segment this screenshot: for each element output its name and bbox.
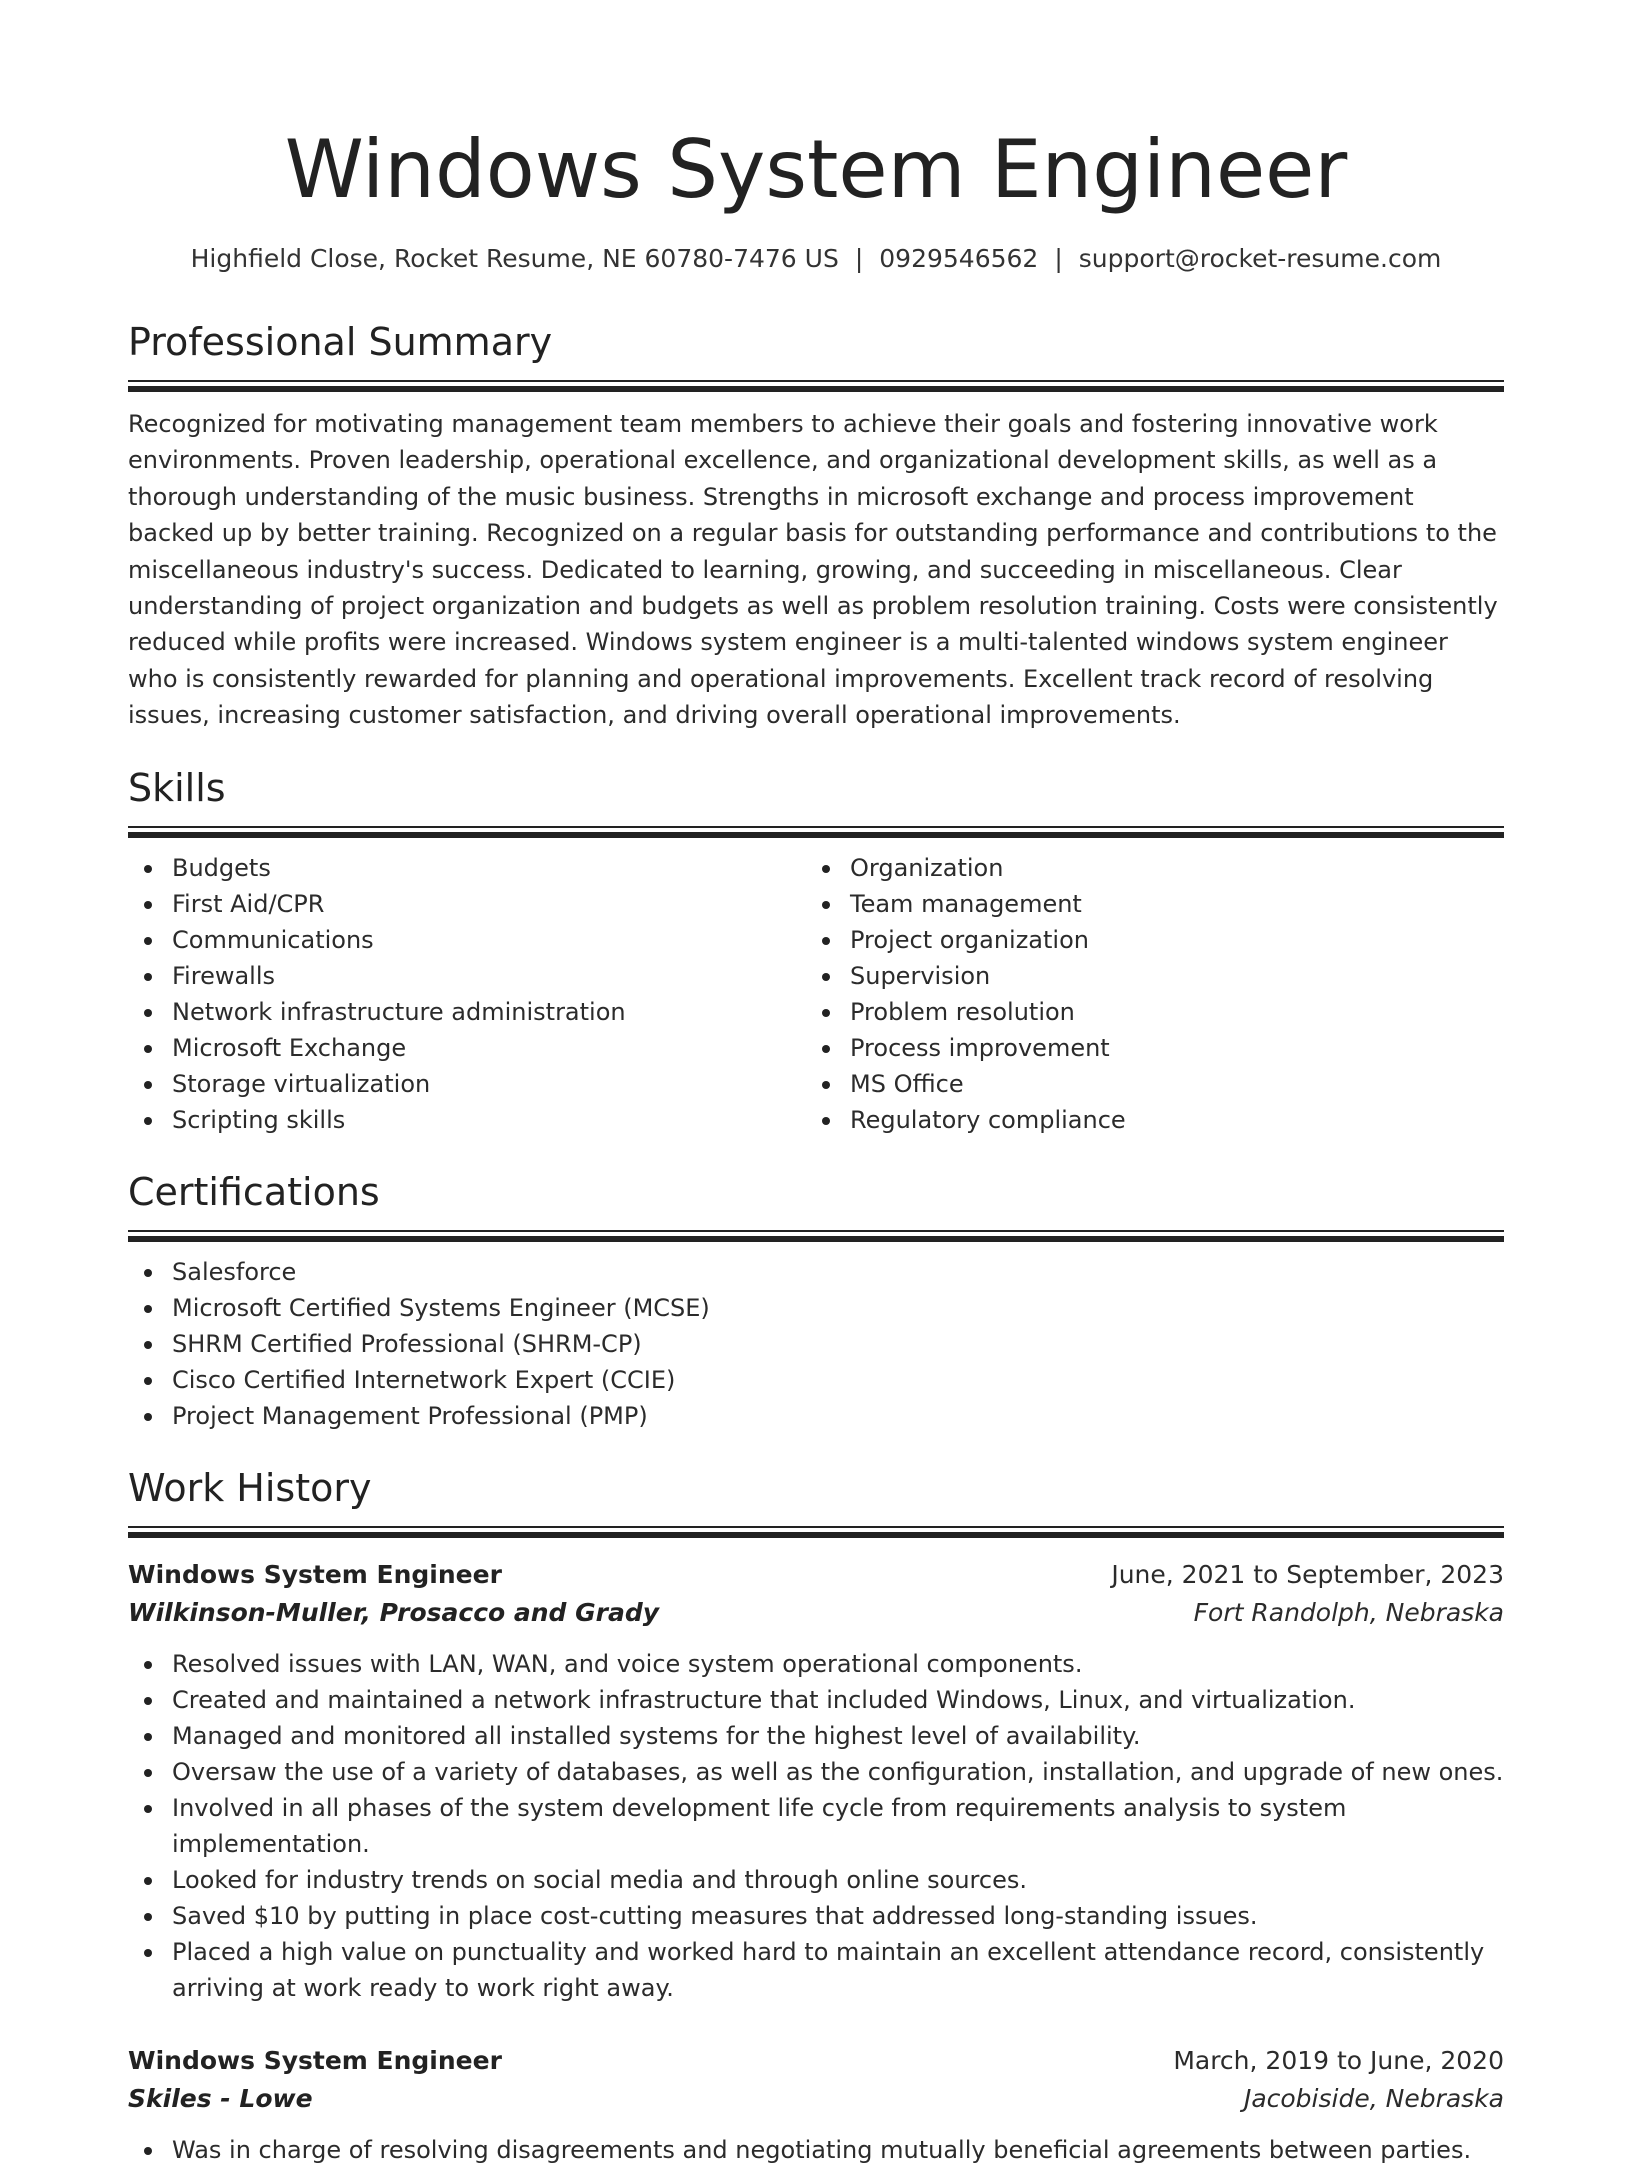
job-header-row	[128, 2042, 1504, 2080]
job-duty: Resolved issues with LAN, WAN, and voice system operational components.	[128, 1646, 1504, 1682]
job-company: Skiles - Lowe	[128, 2083, 313, 2113]
skill-item: Problem resolution	[806, 994, 1484, 1030]
skill-item: MS Office	[806, 1066, 1484, 1102]
section-divider	[128, 380, 1504, 392]
skills-grid	[128, 850, 1504, 1138]
resume-page	[128, 0, 1504, 2168]
job-location: Fort Randolph, Nebraska	[1193, 1597, 1504, 1627]
skill-item: Communications	[128, 922, 806, 958]
certification-item: Salesforce	[128, 1254, 1504, 1290]
skill-item: Firewalls	[128, 958, 806, 994]
job-entry	[128, 2042, 1504, 2168]
job-entry	[128, 1556, 1504, 2006]
skills-list-left	[128, 850, 806, 1138]
section-title-skills: Skills	[128, 765, 226, 810]
skill-item: Process improvement	[806, 1030, 1484, 1066]
skill-item: Storage virtualization	[128, 1066, 806, 1102]
skills-section	[128, 764, 1504, 1138]
contact-address: Highfield Close, Rocket Resume, NE 60780-7476 US	[190, 244, 839, 273]
job-duty: Managed and monitored all installed systems for the highest level of availability.	[128, 1718, 1504, 1754]
section-divider	[128, 1526, 1504, 1538]
job-duties-list	[128, 1646, 1504, 2006]
certifications-section	[128, 1168, 1504, 1434]
job-company: Wilkinson-Muller, Prosacco and Grady	[128, 1597, 660, 1627]
job-title: Windows System Engineer	[128, 1559, 502, 1589]
job-title: Windows System Engineer	[128, 2045, 502, 2075]
skill-item: Organization	[806, 850, 1484, 886]
job-duties-list	[128, 2132, 1504, 2168]
job-duty: Placed a high value on punctuality and worked hard to maintain an excellent attendance record, consistently arriving at work ready to work right away.	[128, 1934, 1504, 2006]
certification-item: SHRM Certified Professional (SHRM-CP)	[128, 1326, 1504, 1362]
skill-item: Budgets	[128, 850, 806, 886]
certification-item: Cisco Certified Internetwork Expert (CCIE)	[128, 1362, 1504, 1398]
job-duty: Involved in all phases of the system development life cycle from requirements analysis to system implementation.	[128, 1790, 1504, 1862]
work-history-section	[128, 1464, 1504, 2168]
contact-line	[128, 242, 1504, 276]
section-divider	[128, 1230, 1504, 1242]
job-duty: Looked for industry trends on social media and through online sources.	[128, 1862, 1504, 1898]
section-title-certifications: Certifications	[128, 1169, 380, 1214]
skill-item: Scripting skills	[128, 1102, 806, 1138]
skill-item: First Aid/CPR	[128, 886, 806, 922]
job-dates: March, 2019 to June, 2020	[1173, 2045, 1504, 2075]
section-title-summary: Professional Summary	[128, 320, 553, 364]
job-duty: Saved $10 by putting in place cost-cutting measures that addressed long-standing issues.	[128, 1898, 1504, 1934]
skill-item: Supervision	[806, 958, 1484, 994]
certification-item: Microsoft Certified Systems Engineer (MCSE)	[128, 1290, 1504, 1326]
summary-text: Recognized for motivating management team members to achieve their goals and fostering innovative work environments. Proven leadership, operational excellence, and organizational development skills, as well as a thorough understanding of the music business. Strengths in microsoft exchange and process improvement backed up by better training. Recognized on a regular basis for outstanding performance and contributions to the miscellaneous industry's success. Dedicated to learning, growing, and succeeding in miscellaneous. Clear understanding of project organization and budgets as well as problem resolution training. Costs were consistently reduced while profits were increased. Windows system engineer is a multi-talented windows system engineer who is consistently rewarded for planning and operational improvements. Excellent track record of resolving issues, increasing customer satisfaction, and driving overall operational improvements.	[128, 410, 1498, 730]
contact-phone: 0929546562	[879, 244, 1039, 273]
section-divider	[128, 826, 1504, 838]
skill-item: Network infrastructure administration	[128, 994, 806, 1030]
contact-separator: |	[1054, 244, 1063, 273]
skill-item: Regulatory compliance	[806, 1102, 1484, 1138]
job-company-row	[128, 1594, 1504, 1632]
skill-item: Project organization	[806, 922, 1484, 958]
summary-section	[128, 318, 1504, 734]
contact-email: support@rocket-resume.com	[1078, 244, 1442, 273]
job-header-row	[128, 1556, 1504, 1594]
contact-separator: |	[854, 244, 864, 273]
job-location: Jacobiside, Nebraska	[1243, 2083, 1504, 2113]
skills-list-right	[806, 850, 1484, 1138]
resume-name: Windows System Engineer	[284, 123, 1348, 216]
job-duty: Was in charge of resolving disagreements and negotiating mutually beneficial agreements between parties.	[128, 2132, 1504, 2168]
certifications-list	[128, 1254, 1504, 1434]
job-duty: Created and maintained a network infrastructure that included Windows, Linux, and virtualization.	[128, 1682, 1504, 1718]
skill-item: Microsoft Exchange	[128, 1030, 806, 1066]
job-duty: Oversaw the use of a variety of databases, as well as the configuration, installation, and upgrade of new ones.	[128, 1754, 1504, 1790]
job-dates: June, 2021 to September, 2023	[1111, 1559, 1504, 1589]
section-title-work-history: Work History	[128, 1465, 372, 1510]
skill-item: Team management	[806, 886, 1484, 922]
certification-item: Project Management Professional (PMP)	[128, 1398, 1504, 1434]
